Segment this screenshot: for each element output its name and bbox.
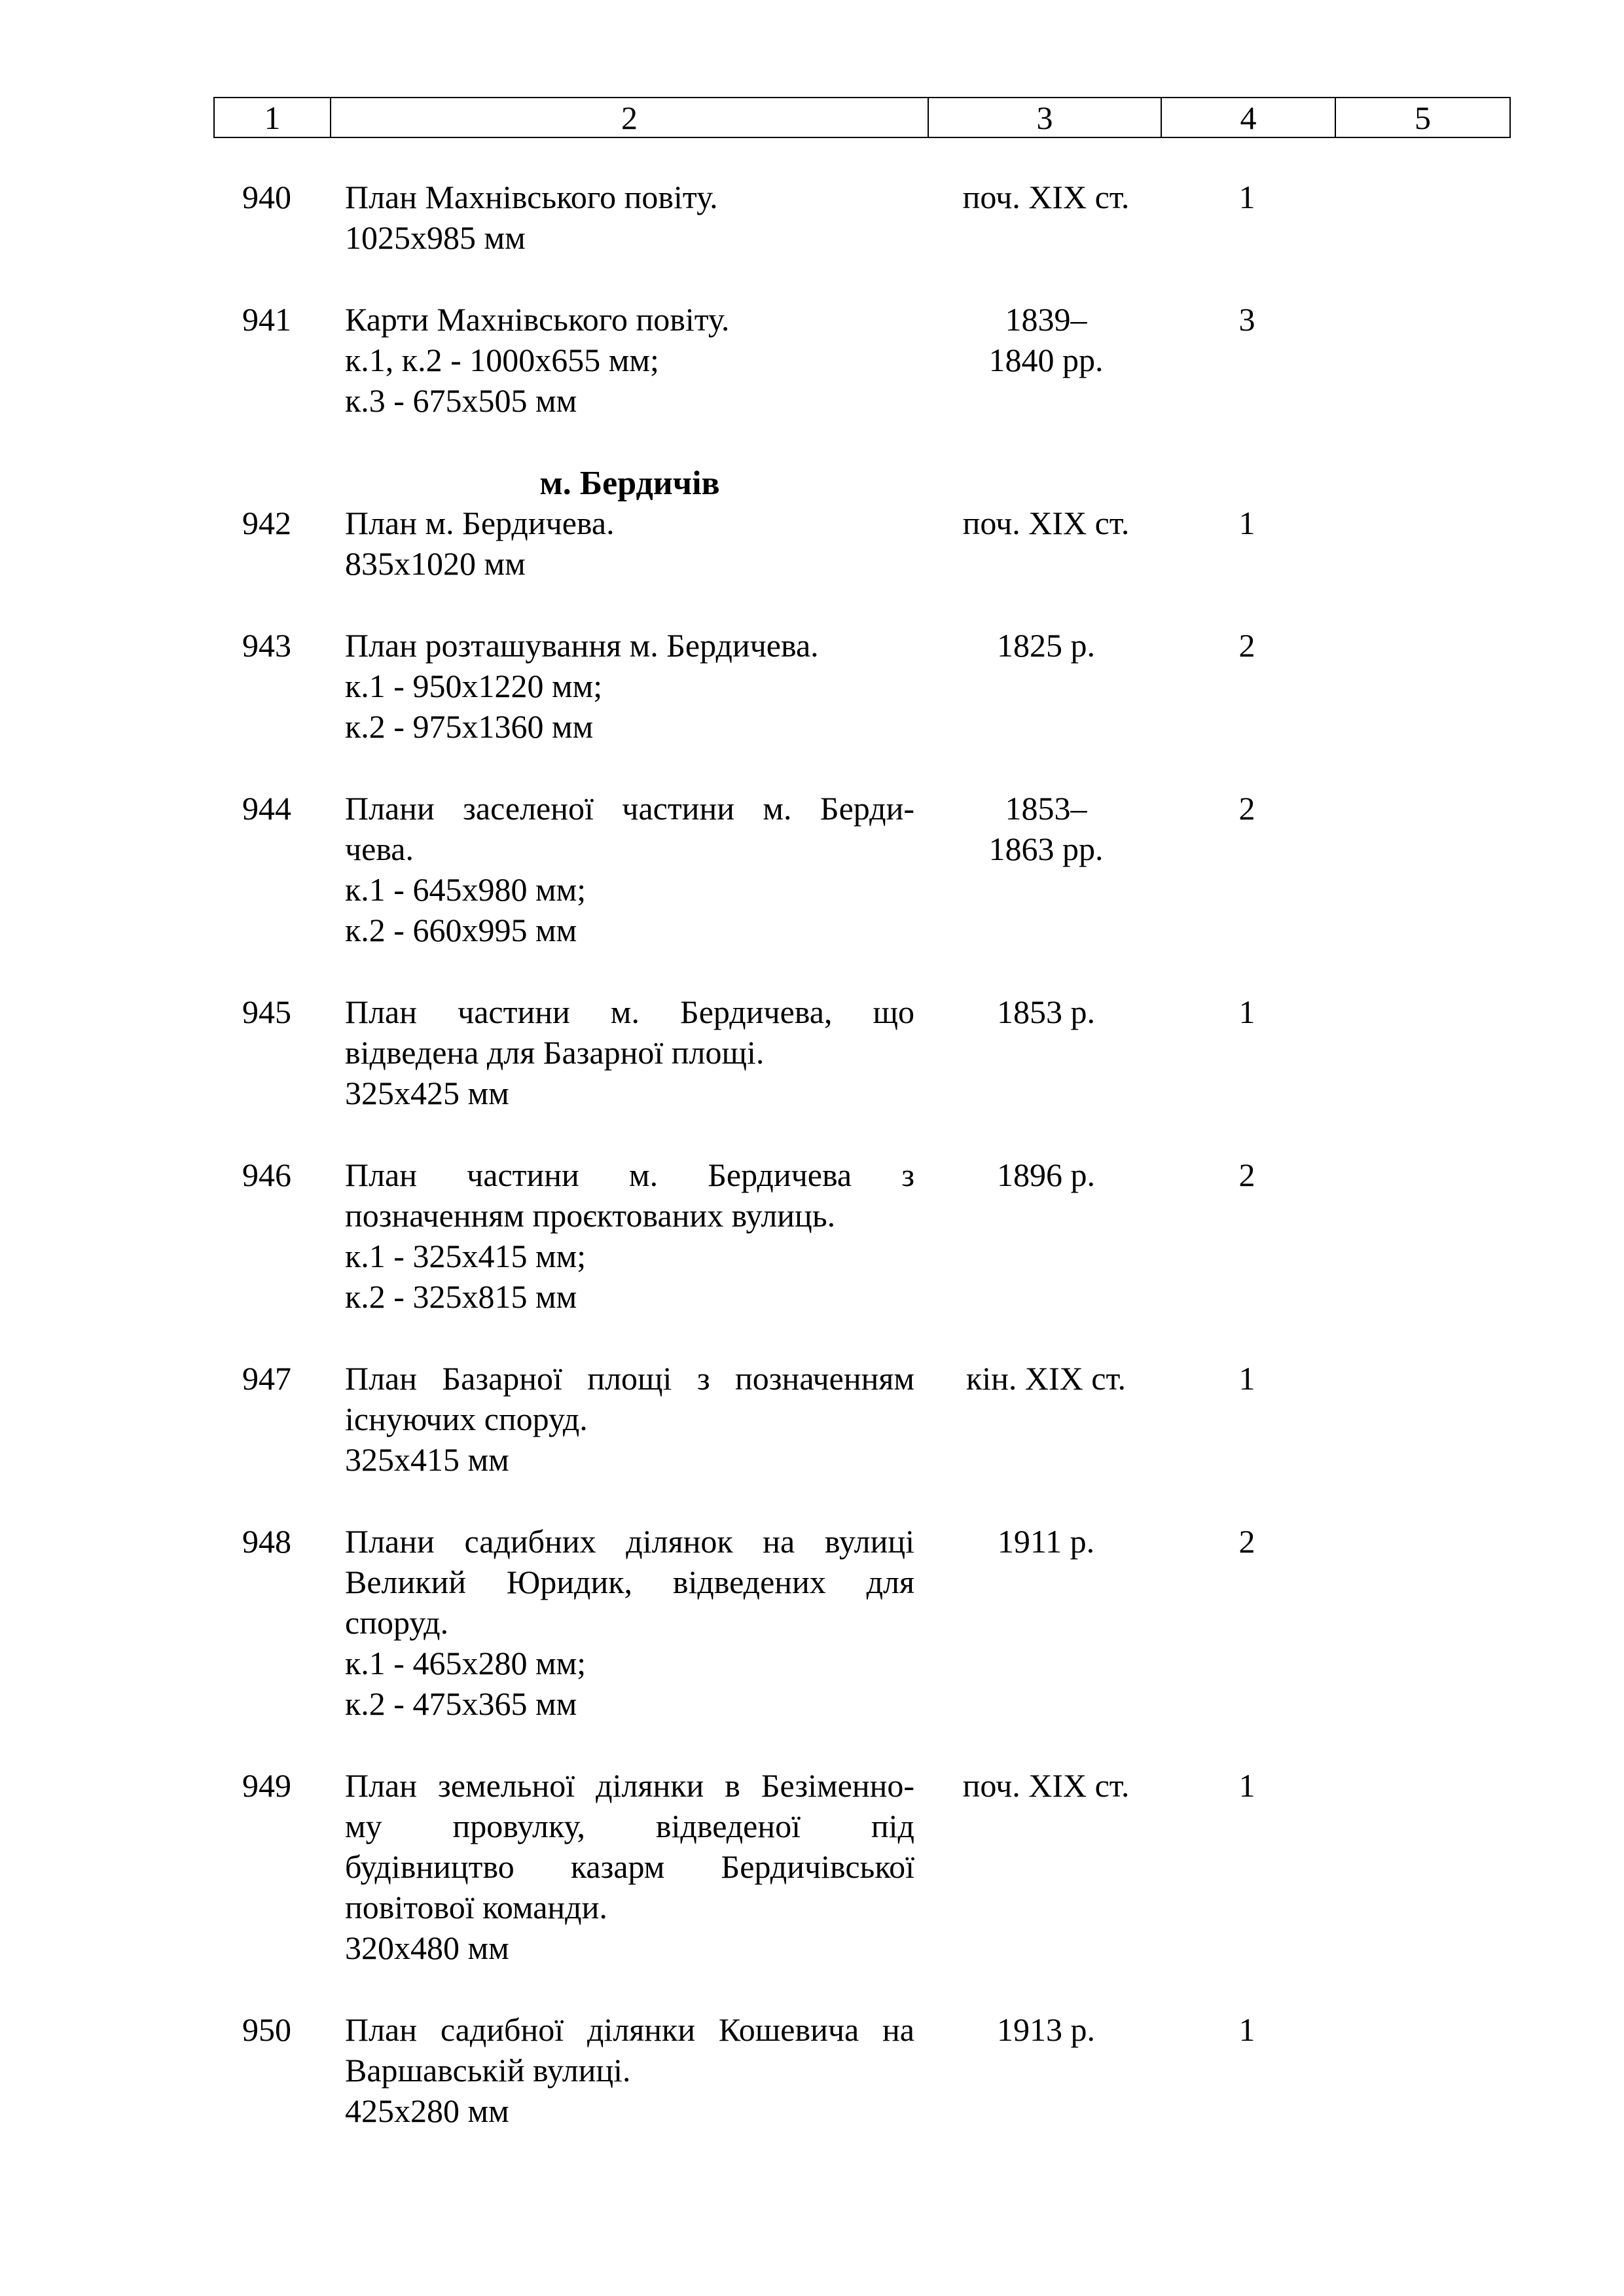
entry-description: [345, 1521, 914, 1724]
description-line: повітової команди.: [345, 1889, 607, 1926]
section-heading: м. Бердичів: [539, 465, 720, 502]
description-line: План м. Бердичева.: [345, 505, 615, 541]
entry-quantity: 1: [1238, 2011, 1255, 2048]
date-line: 1853–: [1005, 790, 1087, 827]
entry-description: [345, 503, 914, 584]
entry-description: [345, 788, 914, 950]
description-line: 835x1020 мм: [345, 545, 526, 582]
entry-date: [928, 1765, 1164, 1806]
entry-description: [345, 1358, 914, 1480]
date-line: кін. XIX ст.: [965, 1360, 1127, 1397]
description-line: Плани заселеної частини м. Берди-: [345, 790, 914, 827]
description-line: к.3 - 675x505 мм: [345, 382, 577, 419]
column-header-table: [213, 97, 1511, 138]
entry-quantity: 1: [1238, 994, 1255, 1030]
entry-number: 949: [242, 1767, 291, 1804]
entry-number: 941: [242, 301, 291, 338]
description-line: План частини м. Бердичева з: [345, 1157, 914, 1193]
entry-date: [928, 1155, 1164, 1195]
entry-number: 940: [242, 179, 291, 215]
entry-description: [345, 2009, 914, 2131]
date-line: поч. XIX ст.: [962, 505, 1130, 541]
entry-number: 944: [242, 790, 291, 827]
date-line: 1896 р.: [997, 1157, 1095, 1193]
date-line: 1911 р.: [997, 1523, 1095, 1560]
date-line: 1913 р.: [997, 2011, 1095, 2048]
entry-number: 946: [242, 1157, 291, 1193]
description-line: к.2 - 975x1360 мм: [345, 708, 594, 745]
description-line: План частини м. Бердичева, що: [345, 994, 914, 1030]
description-line: 1025x985 мм: [345, 219, 526, 256]
description-line: Варшавській вулиці.: [345, 2052, 631, 2089]
entry-description: [345, 1765, 914, 1968]
date-line: поч. XIX ст.: [962, 1767, 1130, 1804]
entry-date: [928, 788, 1164, 869]
description-line: 320x480 мм: [345, 1929, 509, 1966]
description-line: існуючих споруд.: [345, 1401, 588, 1437]
date-line: 1839–: [1005, 301, 1087, 338]
column-header-row: [214, 98, 1510, 137]
description-line: позначенням проєктованих вулиць.: [345, 1197, 836, 1234]
entry-description: [345, 992, 914, 1113]
entry-quantity: 2: [1238, 790, 1255, 827]
description-line: к.1 - 950x1220 мм;: [345, 668, 603, 704]
entry-quantity: 2: [1238, 1523, 1255, 1560]
date-line: 1863 рр.: [988, 831, 1104, 867]
date-line: поч. XIX ст.: [962, 179, 1130, 215]
entry-description: [345, 299, 914, 421]
column-header-2: 2: [331, 98, 928, 137]
description-line: к.2 - 660x995 мм: [345, 912, 577, 948]
description-line: 425x280 мм: [345, 2092, 509, 2129]
date-line: 1853 р.: [997, 994, 1095, 1030]
date-line: 1825 р.: [997, 627, 1095, 664]
entry-quantity: 2: [1238, 627, 1255, 664]
entry-number: 950: [242, 2011, 291, 2048]
description-line: чева.: [345, 831, 414, 867]
entry-date: [928, 1358, 1164, 1399]
description-line: споруд.: [345, 1604, 449, 1641]
description-line: к.1 - 465x280 мм;: [345, 1645, 586, 1681]
description-line: к.1 - 645x980 мм;: [345, 871, 586, 908]
entry-description: [345, 625, 914, 747]
description-line: План Базарної площі з позначенням: [345, 1360, 914, 1397]
entry-description: [345, 1155, 914, 1317]
entry-quantity: 3: [1238, 301, 1255, 338]
entry-date: [928, 299, 1164, 380]
column-header-4: 4: [1161, 98, 1335, 137]
description-line: будівництво казарм Бердичівської: [345, 1848, 914, 1885]
entry-quantity: 1: [1238, 505, 1255, 541]
entry-date: [928, 625, 1164, 666]
description-line: к.2 - 475x365 мм: [345, 1685, 577, 1722]
column-header-1: 1: [214, 98, 331, 137]
description-line: к.1 - 325x415 мм;: [345, 1238, 586, 1274]
description-line: План земельної ділянки в Безіменно-: [345, 1767, 914, 1804]
entry-quantity: 1: [1238, 179, 1255, 215]
description-line: План розташування м. Бердичева.: [345, 627, 819, 664]
entry-date: [928, 2009, 1164, 2050]
description-line: відведена для Базарної площі.: [345, 1034, 765, 1071]
entry-number: 948: [242, 1523, 291, 1560]
entry-description: [345, 177, 914, 258]
entry-quantity: 1: [1238, 1360, 1255, 1397]
description-line: Плани садибних ділянок на вулиці: [345, 1523, 914, 1560]
entry-number: 945: [242, 994, 291, 1030]
description-line: к.1, к.2 - 1000x655 мм;: [345, 342, 659, 378]
entry-date: [928, 177, 1164, 217]
entry-number: 943: [242, 627, 291, 664]
date-line: 1840 рр.: [988, 342, 1104, 378]
entry-date: [928, 503, 1164, 543]
column-header-3: 3: [928, 98, 1161, 137]
description-line: План садибної ділянки Кошевича на: [345, 2011, 914, 2048]
entry-quantity: 2: [1238, 1157, 1255, 1193]
description-line: му провулку, відведеної під: [345, 1808, 914, 1844]
entry-number: 947: [242, 1360, 291, 1397]
entry-date: [928, 992, 1164, 1032]
description-line: 325x415 мм: [345, 1441, 509, 1478]
column-header-5: 5: [1335, 98, 1510, 137]
description-line: к.2 - 325x815 мм: [345, 1278, 577, 1315]
description-line: Великий Юридик, відведених для: [345, 1564, 914, 1600]
description-line: Карти Махнівського повіту.: [345, 301, 730, 338]
description-line: 325x425 мм: [345, 1075, 509, 1111]
entry-number: 942: [242, 505, 291, 541]
description-line: План Махнівського повіту.: [345, 179, 718, 215]
entry-quantity: 1: [1238, 1767, 1255, 1804]
entry-date: [928, 1521, 1164, 1562]
